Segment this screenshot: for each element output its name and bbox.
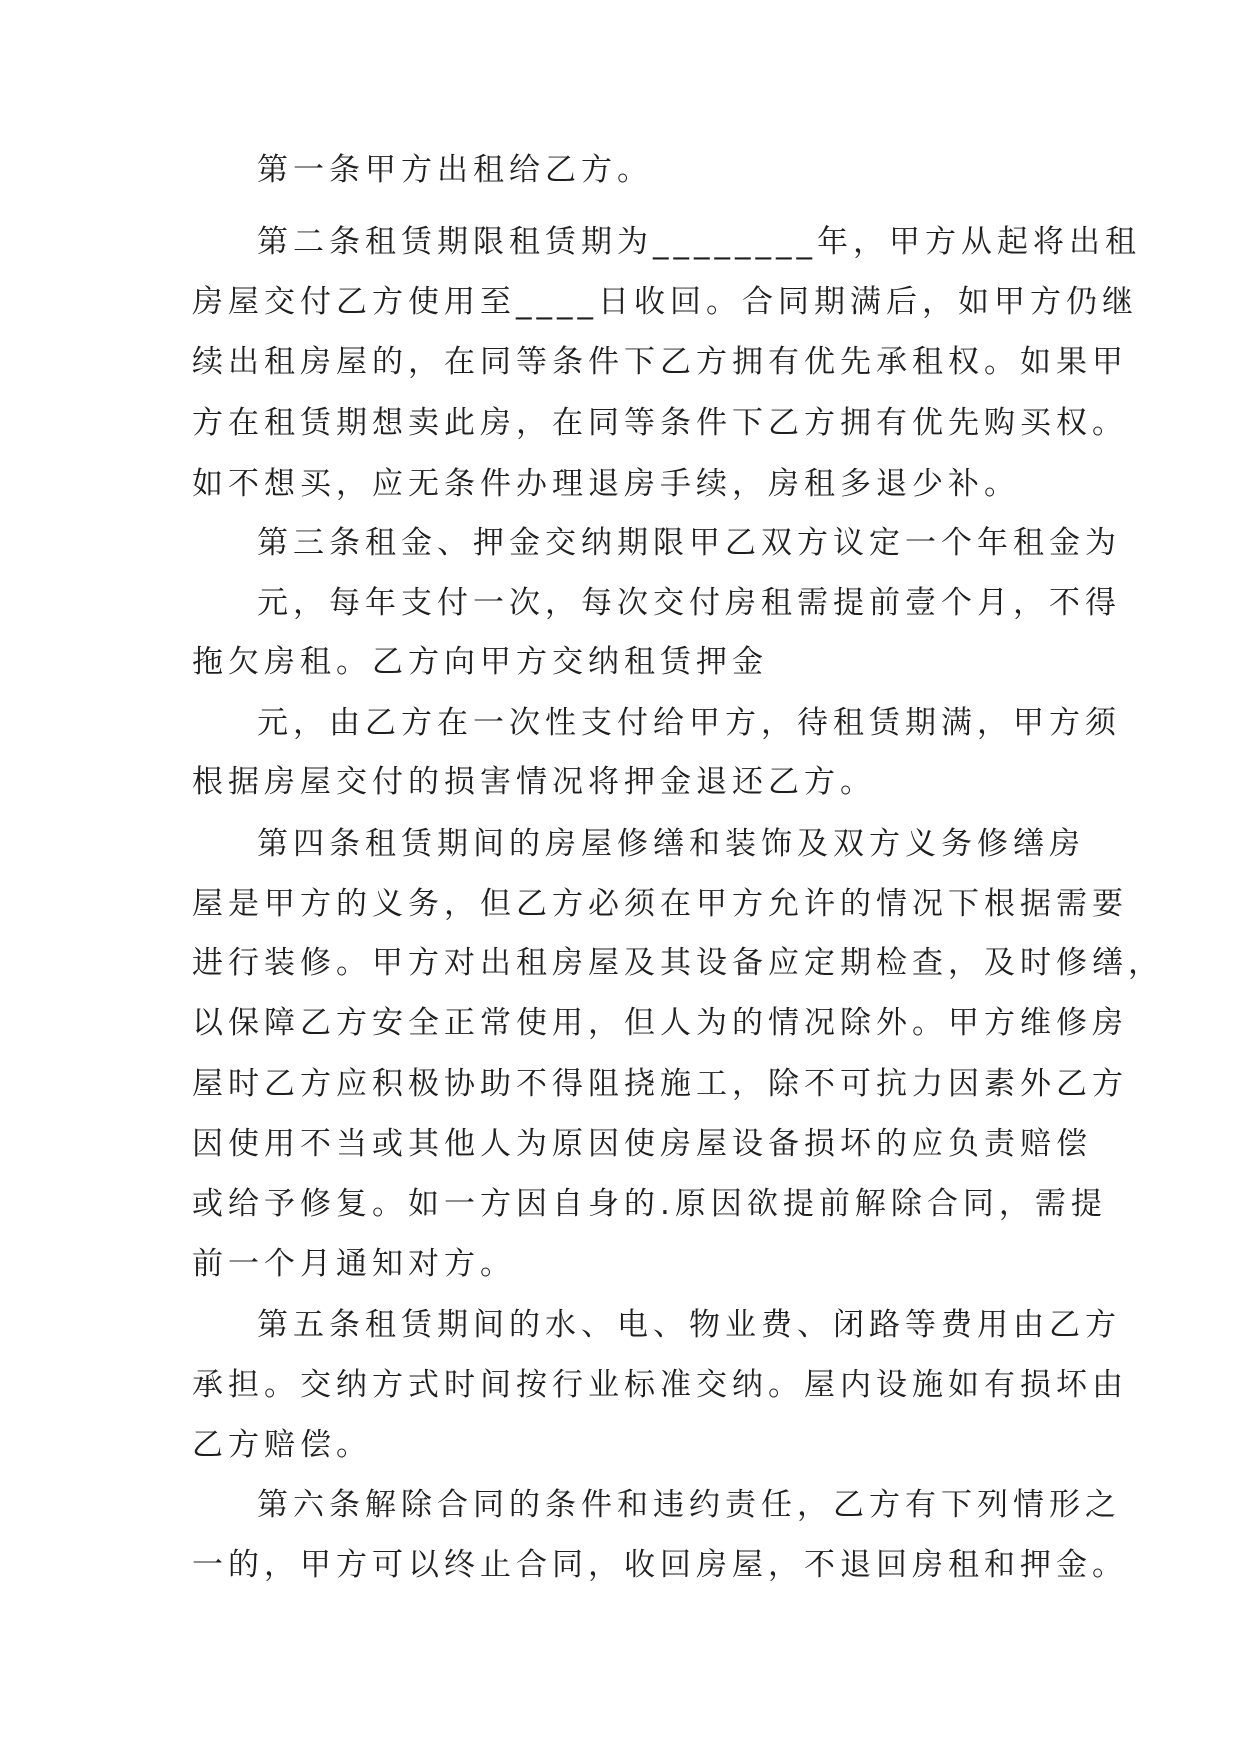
- text-line: 屋是甲方的义务，但乙方必须在甲方允许的情况下根据需要: [192, 886, 1128, 922]
- text-line: 第六条解除合同的条件和违约责任，乙方有下列情形之: [257, 1487, 1121, 1523]
- text-line: 进行装修。甲方对出租房屋及其设备应定期检查，及时修缮，: [192, 945, 1164, 981]
- text-line: 第四条租赁期间的房屋修缮和装饰及双方义务修缮房: [257, 826, 1085, 862]
- text-line: 元，每年支付一次，每次交付房租需提前壹个月，不得: [257, 585, 1121, 621]
- text-line: 房屋交付乙方使用至____日收回。合同期满后，如甲方仍继: [192, 284, 1138, 320]
- text-line: 元，由乙方在一次性支付给甲方，待租赁期满，甲方须: [257, 705, 1121, 741]
- text-line: 第一条甲方出租给乙方。: [257, 152, 653, 188]
- text-line: 方在租赁期想卖此房，在同等条件下乙方拥有优先购买权。: [192, 405, 1128, 441]
- text-line: 屋时乙方应积极协助不得阻挠施工，除不可抗力因素外乙方: [192, 1066, 1128, 1102]
- text-line: 第三条租金、押金交纳期限甲乙双方议定一个年租金为: [257, 525, 1121, 561]
- text-line: 续出租房屋的，在同等条件下乙方拥有优先承租权。如果甲: [192, 344, 1128, 380]
- text-line: 第二条租赁期限租赁期为________年，甲方从起将出租: [257, 224, 1141, 260]
- text-line: 如不想买，应无条件办理退房手续，房租多退少补。: [192, 466, 1020, 502]
- text-line: 因使用不当或其他人为原因使房屋设备损坏的应负责赔偿: [192, 1126, 1092, 1162]
- text-line: 承担。交纳方式时间按行业标准交纳。屋内设施如有损坏由: [192, 1367, 1128, 1403]
- text-line: 前一个月通知对方。: [192, 1246, 516, 1282]
- text-line: 第五条租赁期间的水、电、物业费、闭路等费用由乙方: [257, 1307, 1121, 1343]
- text-line: 一的，甲方可以终止合同，收回房屋，不退回房租和押金。: [192, 1547, 1128, 1583]
- text-line: 以保障乙方安全正常使用，但人为的情况除外。甲方维修房: [192, 1005, 1128, 1041]
- text-line: 根据房屋交付的损害情况将押金退还乙方。: [192, 764, 876, 800]
- text-line: 或给予修复。如一方因自身的.原因欲提前解除合同，需提: [192, 1186, 1107, 1222]
- text-line: 乙方赔偿。: [192, 1427, 372, 1463]
- text-line: 拖欠房租。乙方向甲方交纳租赁押金: [192, 644, 768, 680]
